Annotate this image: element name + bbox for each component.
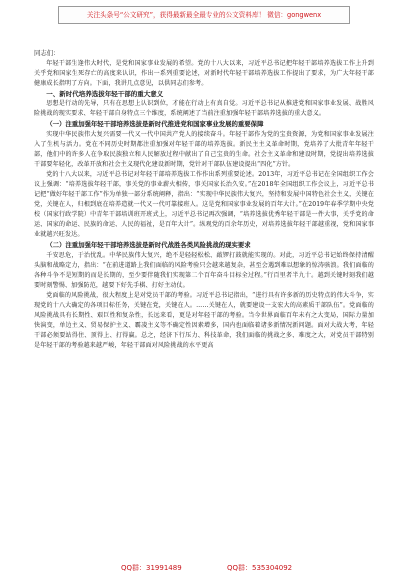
qq-group-left: QQ群：31991489: [121, 564, 182, 572]
salutation: 同志们：: [34, 49, 60, 57]
body-paragraph: 实现中华民族伟大复兴需要一代又一代中国共产党人的接续奋斗。年轻干部作为党的宝贵资源，为党和国家事业发展注入了生机与活力。党在不同历史时期都注重加强对年轻干部的培养选拔。新民主主义革命时期，党培养了大批青年年轻干部，他们中的许多人在争取民族独立和人民解放过程中献出了自己宝贵的生命。社会主义革命和建设时期，党提出培养选拔干部要年轻化，改革开放和社会主义现代化建设新时期，党针对干部队伍建设提出“四化”方针。: [34, 130, 374, 168]
intro-paragraph: 年轻干部生逢伟大时代，是党和国家事业发展的希望。党的十八大以来，习近平总书记把年轻干部培养选拔工作上升到关乎党和国家生死存亡的高度来认识，作出一系列重要论述，对新时代年轻干部培养选拔工作提出了要求，为广大年轻干部健康成长指明了方向。下面，我讲几点意见，以供同志们参考。: [34, 60, 374, 88]
document-body: [34, 48, 374, 351]
qq-group-right: QQ群：535304092: [227, 564, 293, 572]
subsection-heading: （二）注重加强年轻干部培养选拔是新时代战胜各类风险挑战的现实要求: [46, 241, 251, 250]
promo-banner: 关注头条号“公文研究”，获得最新最全最专业的公文资料库！ 微信：gongwenx: [58, 6, 350, 24]
body-paragraph: 千安思危，于治忧乱。中华民族伟大复兴，绝不是轻轻松松、敲锣打鼓就能实现的。对此，习近平总书记始终保持清醒头脑和战略定力，指出：“在前进道路上我们面临的风险考验只会越来越复杂，甚至会遇到难以想象的惊涛骇浪。我们面临的各种斗争不是短期的而是长期的，至少要伴随我们实现第二个百年奋斗目标全过程。”行百里者半九十。越到关键时刻我们越要时刻警惕、加强防范，越要下好先手棋、打好主动仗。: [34, 251, 374, 289]
subsection-heading: （一）注重加强年轻干部培养选拔是新时代推进党和国家事业发展的重要保障: [46, 120, 264, 129]
footer-contacts: [0, 561, 408, 575]
section-paragraph: 思想是行动的先导，只有在思想上认识到位，才能在行动上有真自觉。习近平总书记从推进党和国家事业发展、战胜风险挑战的现实要求、年轻干部自身特点三个维度，系统阐述了当前注重加强年轻干部培养选拔的重大意义。: [34, 100, 374, 118]
body-paragraph: 党面临的风险挑战，很大程度上是对党员干部的考验。习近平总书记指出，“进行具有许多新的历史特点的伟大斗争，实现党的十八大确定的各项目标任务，关键在党，关键在人。……关键在人，就要建设一支宏大的高素质干部队伍”。党面临的风险挑战具有长期性、艰巨性和复杂性，长远来看，更是对年轻干部的考验。当今世界面临百年未有之大变局，国际力量加快演变，单边主义、贸易保护主义、霸凌主义等不确定性因素增多，国内也面临着诸多新情况新问题。面对大战大考，年轻干部必须要站得住、顶得上、打得赢。总之，经济下行压力、科技革命，我们面临的挑战之多、难度之大，对党员干部特别是年轻干部的考验越来越严峻，年轻干部面对风险挑战的水平更高: [34, 291, 374, 350]
body-paragraph: 党的十八大以来，习近平总书记对年轻干部培养选拔工作作出系列重要论述。2013年，习近平总书记在全国组织工作会议上强调：“培养选拔年轻干部，事关党的事业薪火相传，事关国家长治久安。”在2018年全国组织工作会议上，习近平总书记把“做好年轻干部工作”作为单独一部分系统阐释，指出：“实现中华民族伟大复兴，坚持和发展中国特色社会主义，关键在党，关键在人，归根到底在培养造就一代又一代可靠接班人。这是党和国家事业发展的百年大计。”在2019年春季学期中央党校（国家行政学院）中青年干部培训班开班式上，习近平总书记再次强调，“培养选拔优秀年轻干部是一件大事，关乎党的命运、国家的命运、民族的命运、人民的福祉，是百年大计”。纵观党的百余年历史，对培养选拔年轻干部越重视，党和国家事业就越兴旺发达。: [34, 171, 374, 239]
section-heading: 一、新时代培养选拔年轻干部的重大意义: [46, 90, 164, 99]
